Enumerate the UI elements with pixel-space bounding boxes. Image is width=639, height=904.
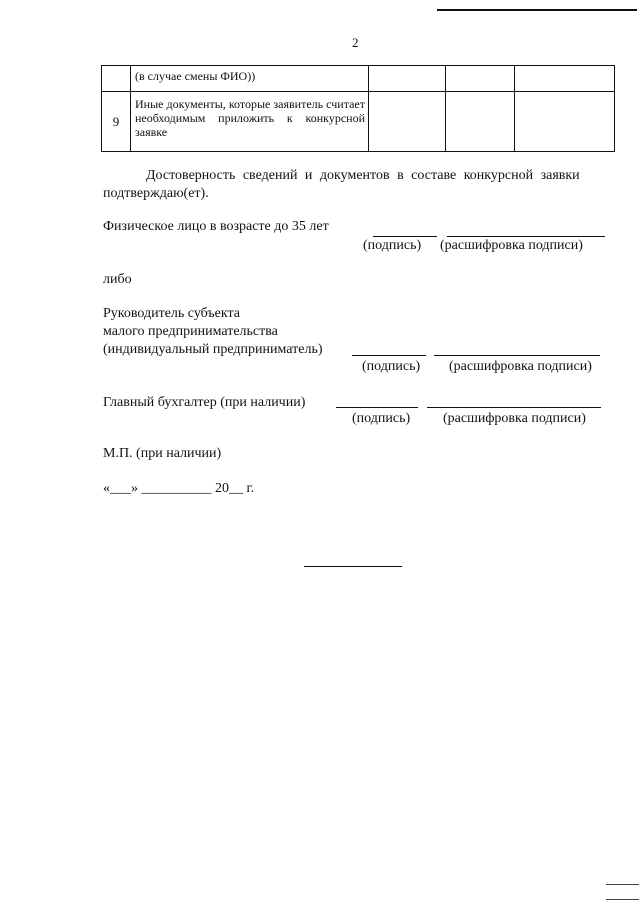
page-number: 2: [352, 35, 359, 50]
row-number-cell: [102, 66, 131, 92]
top-rule: [437, 9, 637, 11]
head-signature-line: [352, 355, 426, 356]
row-number-cell: 9: [102, 92, 131, 152]
head-signature-caption: (подпись): [362, 359, 421, 374]
empty-cell: [369, 66, 446, 92]
individual-decode-line: [447, 236, 605, 237]
individual-signature-caption: (подпись): [363, 238, 422, 253]
accountant-decode-caption: (расшифровка подписи): [443, 411, 586, 426]
head-line-2: малого предпринимательства: [103, 324, 278, 339]
accountant-decode-line: [427, 407, 601, 408]
empty-cell: [446, 92, 515, 152]
individual-signature-line: [373, 236, 437, 237]
row-text-cell: (в случае смены ФИО)): [131, 66, 369, 92]
documents-table: [101, 65, 615, 152]
head-decode-caption: (расшифровка подписи): [449, 359, 592, 374]
table-row: [102, 66, 615, 92]
individual-label: Физическое лицо в возрасте до 35 лет: [103, 219, 329, 234]
confirmation-line-1: Достоверность сведений и документов в составе конкурсной заявки: [146, 168, 580, 183]
accountant-signature-caption: (подпись): [352, 411, 411, 426]
date-line: «___» __________ 20__ г.: [103, 481, 255, 496]
or-text: либо: [103, 272, 132, 287]
stamp-label: М.П. (при наличии): [103, 446, 222, 461]
empty-cell: [369, 92, 446, 152]
head-line-3: (индивидуальный предприниматель): [103, 342, 323, 357]
empty-cell: [515, 66, 615, 92]
end-rule: [304, 566, 402, 567]
table-row: [102, 92, 615, 152]
empty-cell: [515, 92, 615, 152]
scan-edge-mark: [606, 899, 639, 900]
individual-decode-caption: (расшифровка подписи): [440, 238, 583, 253]
accountant-signature-line: [336, 407, 418, 408]
empty-cell: [446, 66, 515, 92]
row-text-cell: Иные документы, которые заявитель считает необходимым приложить к конкурсной заявке: [131, 92, 369, 152]
head-decode-line: [434, 355, 600, 356]
accountant-label: Главный бухгалтер (при наличии): [103, 395, 306, 410]
scan-edge-mark: [606, 884, 639, 885]
confirmation-line-2: подтверждаю(ет).: [103, 186, 209, 201]
head-line-1: Руководитель субъекта: [103, 306, 240, 321]
